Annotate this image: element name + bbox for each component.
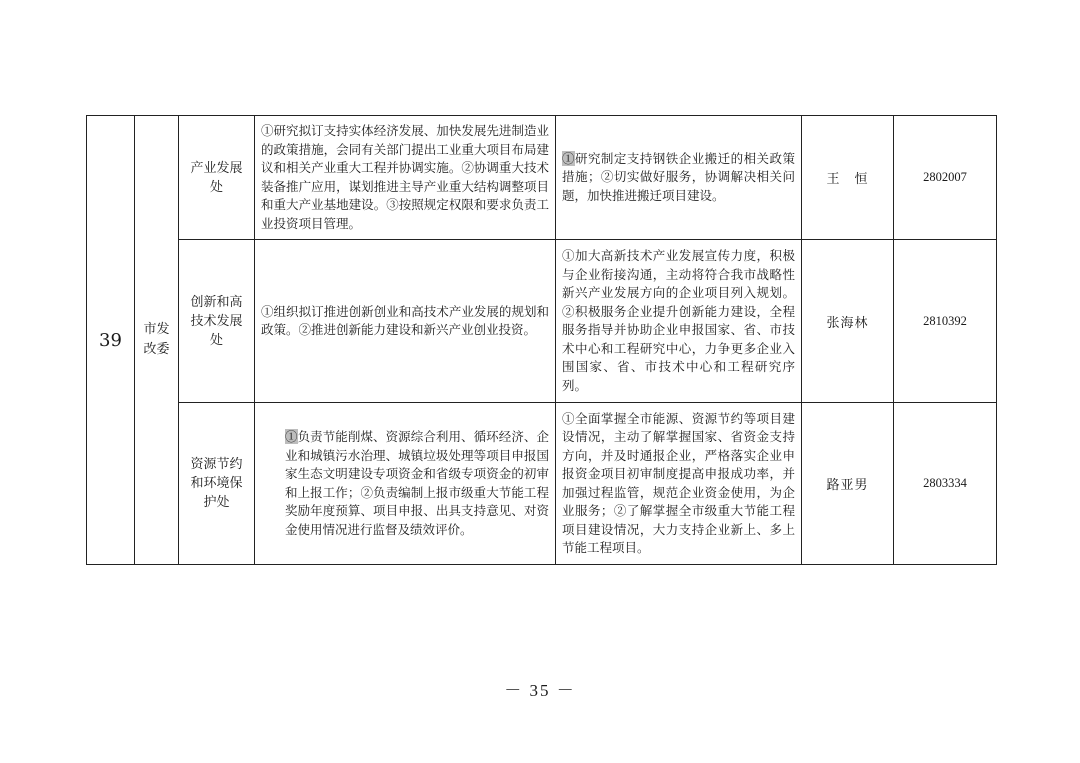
agency-name: 市发改委 bbox=[135, 116, 179, 565]
phone-number: 2810392 bbox=[894, 240, 997, 403]
table-row bbox=[87, 116, 997, 240]
responsibility-table bbox=[86, 115, 997, 565]
service-text: ①研究制定支持钢铁企业搬迁的相关政策措施；②切实做好服务，协调解决相关问题，加快推进搬迁项目建设。 bbox=[556, 116, 802, 240]
highlight-marker: ① bbox=[562, 150, 575, 166]
table-row bbox=[87, 240, 997, 403]
duties-text: ①负责节能削煤、资源综合利用、循环经济、企业和城镇污水治理、城镇垃圾处理等项目申报国家生态文明建设专项资金和省级专项资金的初审和上报工作；②负责编制上报市级重大节能工程奖励年度预算、项目申报、出具支持意见、对资金使用情况进行监督及绩效评价。 bbox=[255, 403, 556, 565]
table-row bbox=[87, 403, 997, 565]
phone-number: 2803334 bbox=[894, 403, 997, 565]
department-name: 产业发展处 bbox=[179, 116, 255, 240]
phone-number: 2802007 bbox=[894, 116, 997, 240]
entry-number: 39 bbox=[87, 116, 135, 565]
contact-person: 张海林 bbox=[802, 240, 894, 403]
department-name: 创新和高技术发展处 bbox=[179, 240, 255, 403]
contact-person: 路亚男 bbox=[802, 403, 894, 565]
duties-text: ①研究拟订支持实体经济发展、加快发展先进制造业的政策措施，会同有关部门提出工业重大项目布局建议和相关产业重大工程并协调实施。②协调重大技术装备推广应用，谋划推进主导产业重大结构调整项目和重大产业基地建设。③按照规定权限和要求负责工业投资项目管理。 bbox=[255, 116, 556, 240]
contact-person: 王 恒 bbox=[802, 116, 894, 240]
service-text: ①全面掌握全市能源、资源节约等项目建设情况，主动了解掌握国家、省资金支持方向，并及时通报企业，严格落实企业申报资金项目初审制度提高申报成功率，并加强过程监管，规范企业资金使用，为企业服务；②了解掌握全市级重大节能工程项目建设情况，大力支持企业新上、多上节能工程项目。 bbox=[556, 403, 802, 565]
duties-text: ①组织拟订推进创新创业和高技术产业发展的规划和政策。②推进创新能力建设和新兴产业创业投资。 bbox=[255, 240, 556, 403]
highlight-marker: ① bbox=[285, 429, 298, 444]
service-text: ①加大高新技术产业发展宣传力度，积极与企业衔接沟通，主动将符合我市战略性新兴产业发展方向的企业项目列入规划。②积极服务企业提升创新能力建设，全程服务指导并协助企业申报国家、省、市技术中心和工程研究中心，力争更多企业入围国家、省、市技术中心和工程研究序列。 bbox=[556, 240, 802, 403]
page-number: － 35 － bbox=[504, 681, 576, 700]
department-name: 资源节约和环境保护处 bbox=[179, 403, 255, 565]
